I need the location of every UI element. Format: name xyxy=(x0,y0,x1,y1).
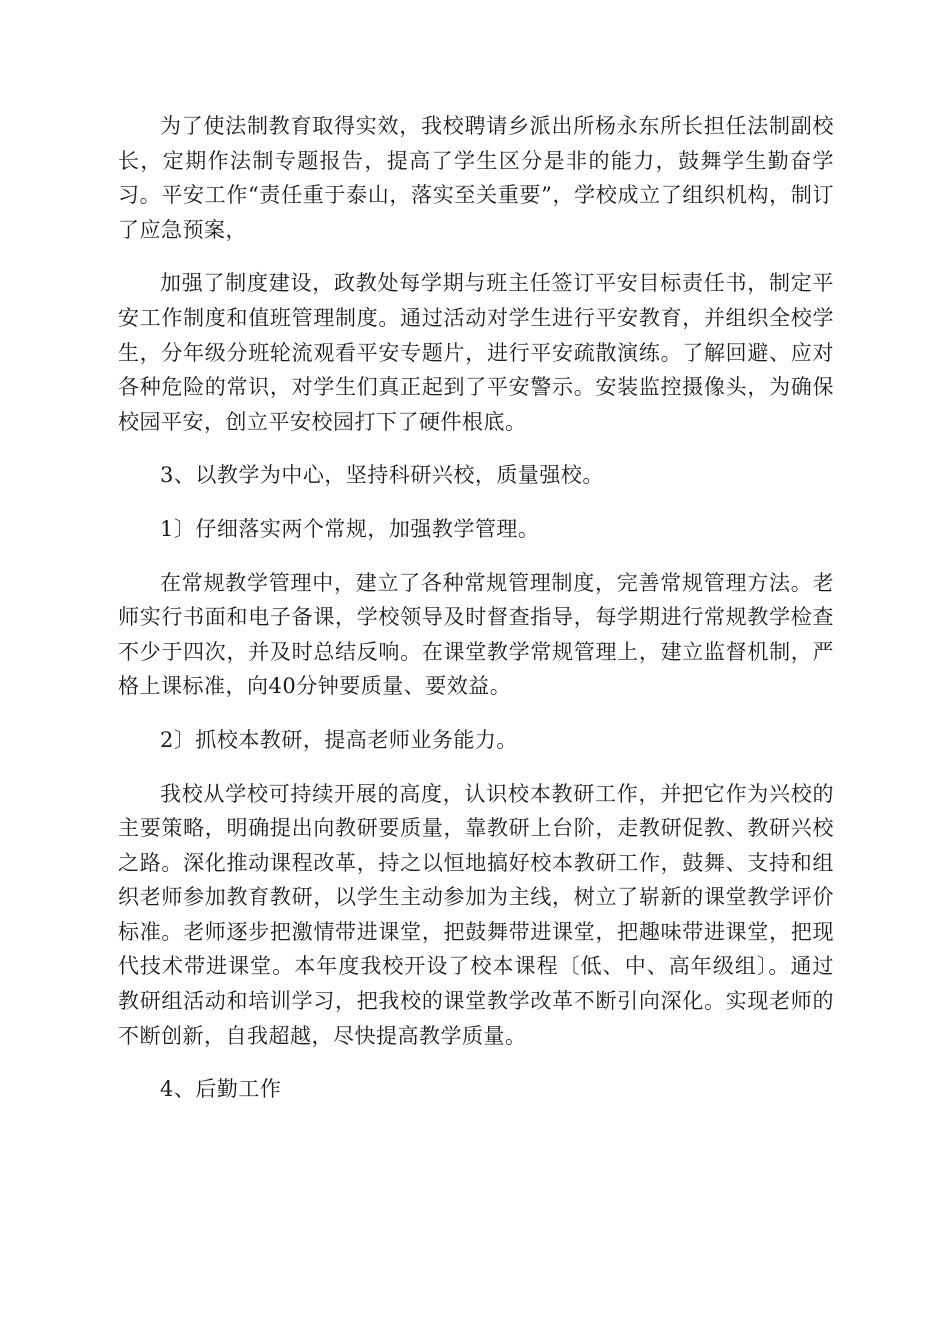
paragraph-school-research: 我校从学校可持续开展的高度，认识校本教研工作，并把它作为兴校的主要策略，明确提出向教研要质量，靠教研上台阶，走教研促教、教研兴校之路。深化推动课程改革，持之以恒地搞好校本教研工作，鼓舞、支持和组织老师参加教育教研，以学生主动参加为主线，树立了崭新的课堂教学评价标准。老师逐步把激情带进课堂，把鼓舞带进课堂，把趣味带进课堂，把现代技术带进课堂。本年度我校开设了校本课程〔低、中、高年级组〕。通过教研组活动和培训学习，把我校的课堂教学改革不断引向深化。实现老师的不断创新，自我超越，尽快提高教学质量。 xyxy=(118,781,834,1048)
document-page xyxy=(118,109,834,1126)
subheading-teaching-management: 1〕仔细落实两个常规，加强教学管理。 xyxy=(160,516,540,541)
subheading-school-research: 2〕抓校本教研，提高老师业务能力。 xyxy=(160,727,518,752)
paragraph-routine-management: 在常规教学管理中，建立了各种常规管理制度，完善常规管理方法。老师实行书面和电子备课，学校领导及时督查指导，每学期进行常规教学检查不少于四次，并及时总结反响。在课堂教学常规管理上，建立监督机制，严格上课标准，向40分钟要质量、要效益。 xyxy=(118,570,834,699)
section-heading-teaching: 3、以教学为中心，坚持科研兴校，质量强校。 xyxy=(160,463,604,488)
paragraph-legal-education: 为了使法制教育取得实效，我校聘请乡派出所杨永东所长担任法制副校长，定期作法制专题报告，提高了学生区分是非的能力，鼓舞学生勤奋学习。平安工作“责任重于泰山，落实至关重要”，学校成立了组织机构，制订了应急预案， xyxy=(118,114,834,242)
section-heading-logistics: 4、后勤工作 xyxy=(160,1077,282,1102)
paragraph-safety-system: 加强了制度建设，政教处每学期与班主任签订平安目标责任书，制定平安工作制度和值班管理制度。通过活动对学生进行平安教育，并组织全校学生，分年级分班轮流观看平安专题片，进行平安疏散演练。了解回避、应对各种危险的常识，对学生们真正起到了平安警示。安装监控摄像头，为确保校园平安，创立平安校园打下了硬件根底。 xyxy=(118,271,834,434)
